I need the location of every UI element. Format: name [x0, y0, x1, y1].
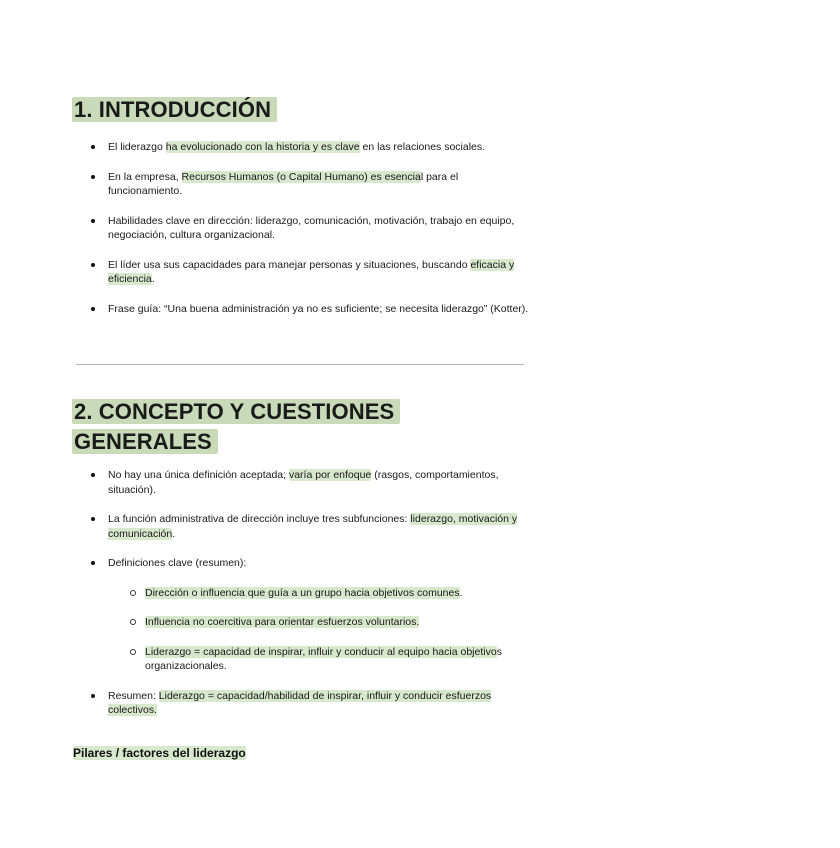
list-item: No hay una única definición aceptada; varía por enfoque (rasgos, comportamientos, situación). — [90, 468, 530, 497]
list-item: En la empresa, Recursos Humanos (o Capital Humano) es esencial para el funcionamiento. — [90, 170, 530, 199]
sub-list-item: Liderazgo = capacidad de inspirar, influir y conducir al equipo hacia objetivos organizacionales. — [90, 645, 530, 674]
section-divider — [76, 364, 524, 365]
list-item: El liderazgo ha evolucionado con la historia y es clave en las relaciones sociales. — [90, 140, 530, 155]
list-item: La función administrativa de dirección incluye tres subfunciones: liderazgo, motivación y comunicación. — [90, 512, 530, 541]
section-2-title-line-1: 2. CONCEPTO Y CUESTIONES — [72, 399, 400, 424]
section-1-title: 1. INTRODUCCIÓN — [72, 97, 277, 122]
section-2-bullet-list — [90, 468, 530, 733]
section-2-title-line-2: GENERALES — [72, 429, 218, 454]
sub-list-item: Dirección o influencia que guía a un grupo hacia objetivos comunes. — [90, 586, 530, 601]
section-1-heading — [72, 97, 277, 123]
section-2-heading — [72, 397, 400, 457]
list-item: Habilidades clave en dirección: liderazgo, comunicación, motivación, trabajo en equipo, negociación, cultura organizacional. — [90, 214, 530, 243]
list-item: Definiciones clave (resumen): — [90, 556, 530, 571]
subheading: Pilares / factores del liderazgo — [73, 746, 246, 760]
sub-list-item: Influencia no coercitiva para orientar esfuerzos voluntarios. — [90, 615, 530, 630]
list-item: Frase guía: “Una buena administración ya no es suficiente; se necesita liderazgo” (Kotter). — [90, 302, 530, 317]
list-item: El líder usa sus capacidades para manejar personas y situaciones, buscando eficacia y eficiencia. — [90, 258, 530, 287]
section-1-bullet-list — [90, 140, 530, 331]
list-item-summary: Resumen: Liderazgo = capacidad/habilidad de inspirar, influir y conducir esfuerzos colectivos. — [90, 689, 530, 718]
